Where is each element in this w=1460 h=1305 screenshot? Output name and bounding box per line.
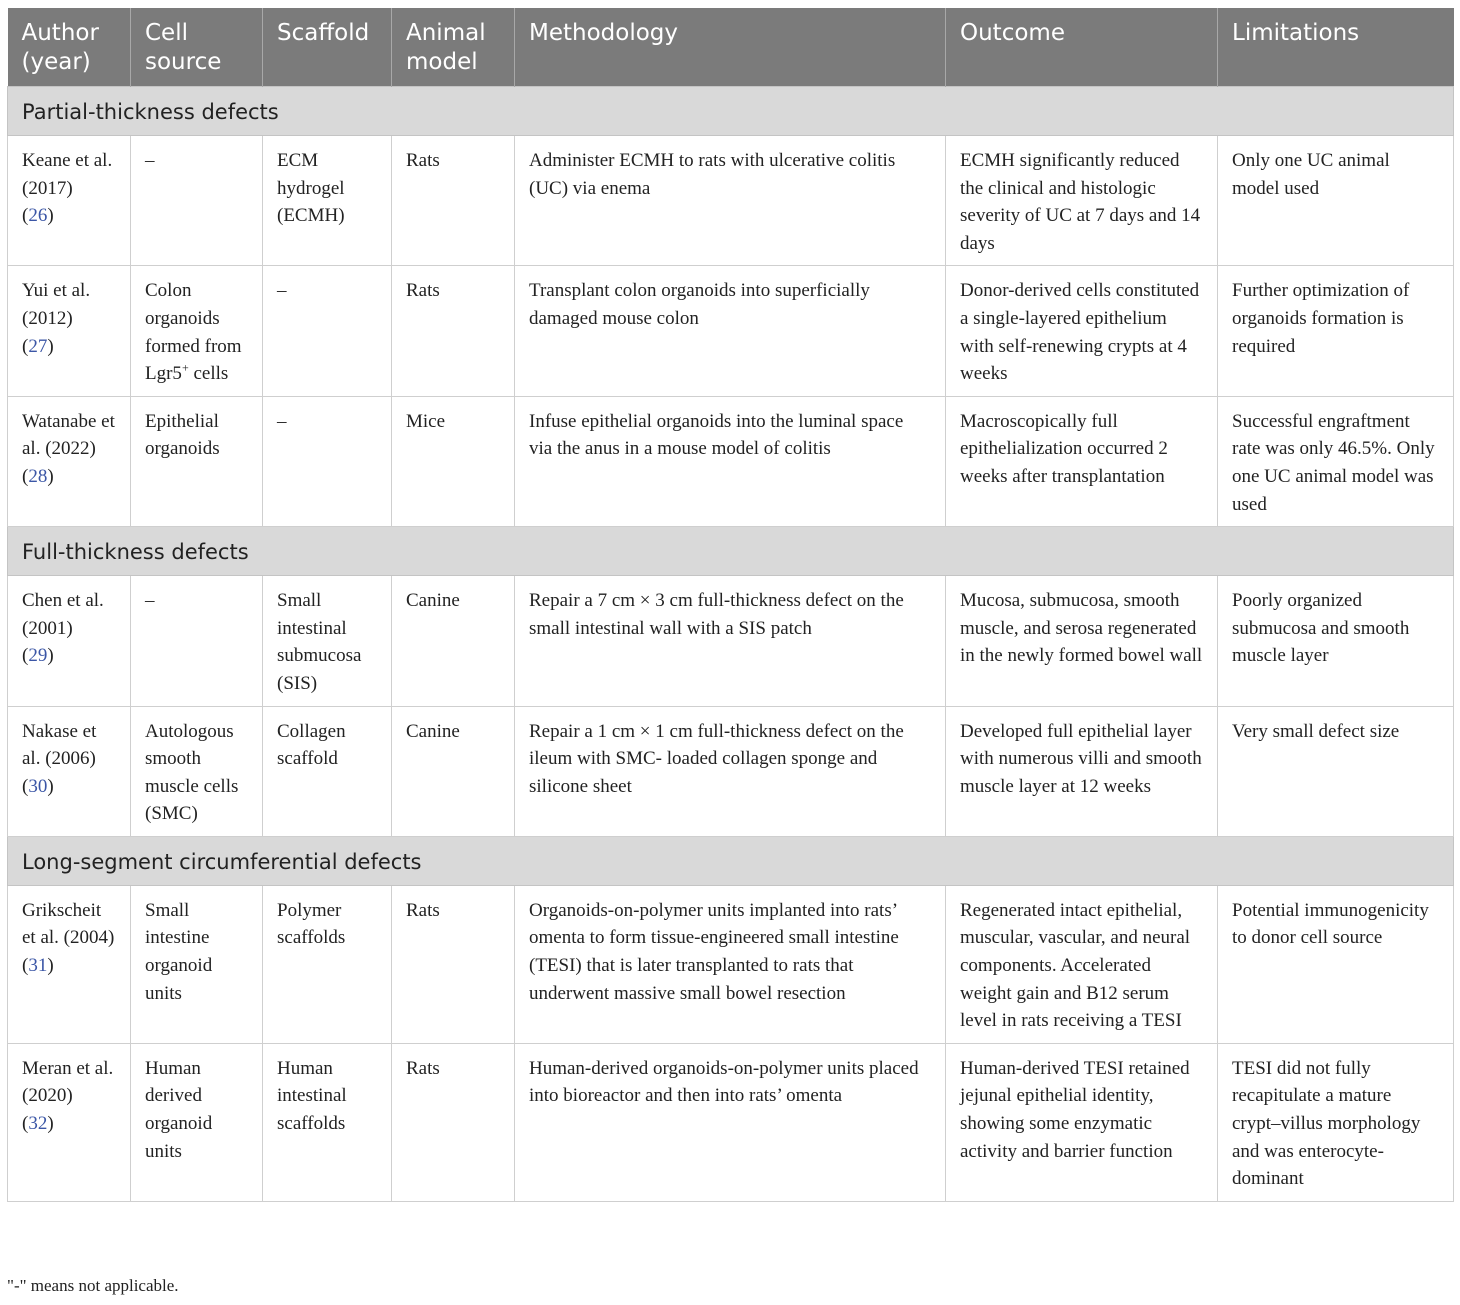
table-row <box>8 576 1454 706</box>
author-name: Nakase et al. (2006) <box>22 720 97 770</box>
cell-source-cell: Human derived organoid units <box>131 1043 263 1201</box>
outcome-cell: Human-derived TESI retained jejunal epithelial identity, showing some enzymatic activity and barrier function <box>946 1043 1218 1201</box>
outcome-cell: Macroscopically full epithelialization occurred 2 weeks after transplantation <box>946 396 1218 526</box>
author-name: Watanabe et al. (2022) <box>22 410 115 460</box>
cell-source-cell: Epithelial organoids <box>131 396 263 526</box>
header-row <box>8 8 1454 87</box>
methodology-cell: Organoids-on-polymer units implanted into rats’ omenta to form tissue-engineered small intestine (TESI) that is later transplanted to rats that underwent massive small bowel resection <box>515 885 946 1043</box>
cell-source-cell: Small intestine organoid units <box>131 885 263 1043</box>
author-name: Meran et al. (2020) <box>22 1057 114 1107</box>
outcome-cell: Mucosa, submucosa, smooth muscle, and serosa regenerated in the newly formed bowel wall <box>946 576 1218 706</box>
limitations-cell: Potential immunogenicity to donor cell source <box>1218 885 1454 1043</box>
table-header <box>8 8 1454 87</box>
reference-link[interactable]: 27 <box>28 335 48 357</box>
animal-model-cell: Canine <box>392 706 515 836</box>
col-header-animal-model: Animal model <box>392 8 515 87</box>
author-cell: Keane et al. (2017) (26) <box>8 136 131 266</box>
scaffold-cell: ECM hydrogel (ECMH) <box>263 136 392 266</box>
table-footnote: "-" means not applicable. <box>7 1276 179 1295</box>
scaffold-cell: Small intestinal submucosa (SIS) <box>263 576 392 706</box>
col-header-limitations: Limitations <box>1218 8 1454 87</box>
author-name: Grikscheit et al. (2004) <box>22 899 115 949</box>
table-row <box>8 136 1454 266</box>
methodology-cell: Human-derived organoids-on-polymer units placed into bioreactor and then into rats’ omenta <box>515 1043 946 1201</box>
section-row <box>8 836 1454 885</box>
reference-link[interactable]: 26 <box>28 205 48 227</box>
methodology-cell: Infuse epithelial organoids into the luminal space via the anus in a mouse model of colitis <box>515 396 946 526</box>
col-header-outcome: Outcome <box>946 8 1218 87</box>
methodology-cell: Administer ECMH to rats with ulcerative colitis (UC) via enema <box>515 136 946 266</box>
limitations-cell: Successful engraftment rate was only 46.5%. Only one UC animal model was used <box>1218 396 1454 526</box>
author-cell: Yui et al. (2012) (27) <box>8 266 131 396</box>
author-cell: Watanabe et al. (2022) (28) <box>8 396 131 526</box>
reference-link[interactable]: 31 <box>28 955 48 977</box>
outcome-cell: ECMH significantly reduced the clinical and histologic severity of UC at 7 days and 14 days <box>946 136 1218 266</box>
outcome-cell: Regenerated intact epithelial, muscular, vascular, and neural components. Accelerated weight gain and B12 serum level in rats receiving a TESI <box>946 885 1218 1043</box>
author-name: Yui et al. (2012) <box>22 280 91 329</box>
scaffold-cell: – <box>263 266 392 396</box>
superscript: + <box>181 360 189 375</box>
section-title: Long-segment circumferential defects <box>8 836 1454 885</box>
methodology-cell: Repair a 1 cm × 1 cm full-thickness defect on the ileum with SMC- loaded collagen sponge and silicone sheet <box>515 706 946 836</box>
animal-model-cell: Canine <box>392 576 515 706</box>
author-name: Keane et al. (2017) <box>22 150 113 199</box>
table-body <box>8 87 1454 1202</box>
limitations-cell: Very small defect size <box>1218 706 1454 836</box>
reference-link[interactable]: 32 <box>28 1113 48 1135</box>
author-cell: Meran et al. (2020) (32) <box>8 1043 131 1201</box>
methodology-cell: Transplant colon organoids into superficially damaged mouse colon <box>515 266 946 396</box>
animal-model-cell: Mice <box>392 396 515 526</box>
methodology-cell: Repair a 7 cm × 3 cm full-thickness defect on the small intestinal wall with a SIS patch <box>515 576 946 706</box>
table-row <box>8 396 1454 526</box>
animal-model-cell: Rats <box>392 1043 515 1201</box>
cell-source-text: Colon organoids formed from Lgr5 <box>145 280 242 385</box>
limitations-cell: Poorly organized submucosa and smooth muscle layer <box>1218 576 1454 706</box>
cell-source-cell: Autologous smooth muscle cells (SMC) <box>131 706 263 836</box>
scaffold-cell: Collagen scaffold <box>263 706 392 836</box>
limitations-cell: Further optimization of organoids formation is required <box>1218 266 1454 396</box>
scaffold-cell: – <box>263 396 392 526</box>
table-row <box>8 706 1454 836</box>
table-row <box>8 885 1454 1043</box>
section-title: Partial-thickness defects <box>8 87 1454 136</box>
reference-link[interactable]: 30 <box>28 775 48 797</box>
limitations-cell: TESI did not fully recapitulate a mature crypt–villus morphology and was enterocyte-dominant <box>1218 1043 1454 1201</box>
col-header-scaffold: Scaffold <box>263 8 392 87</box>
limitations-cell: Only one UC animal model used <box>1218 136 1454 266</box>
animal-model-cell: Rats <box>392 885 515 1043</box>
animal-model-cell: Rats <box>392 266 515 396</box>
author-cell: Chen et al. (2001) (29) <box>8 576 131 706</box>
reference-link[interactable]: 28 <box>28 465 48 487</box>
author-cell: Grikscheit et al. (2004) (31) <box>8 885 131 1043</box>
col-header-methodology: Methodology <box>515 8 946 87</box>
col-header-cell-source: Cell source <box>131 8 263 87</box>
outcome-cell: Developed full epithelial layer with numerous villi and smooth muscle layer at 12 weeks <box>946 706 1218 836</box>
author-name: Chen et al. (2001) <box>22 590 104 639</box>
table-row <box>8 1043 1454 1201</box>
cell-source-tail: cells <box>188 363 229 385</box>
section-row <box>8 527 1454 576</box>
author-cell: Nakase et al. (2006) (30) <box>8 706 131 836</box>
scaffold-cell: Human intestinal scaffolds <box>263 1043 392 1201</box>
cell-source-cell: – <box>131 136 263 266</box>
outcome-cell: Donor-derived cells constituted a single-layered epithelium with self-renewing crypts at 4 weeks <box>946 266 1218 396</box>
section-row <box>8 87 1454 136</box>
animal-model-cell: Rats <box>392 136 515 266</box>
scaffold-cell: Polymer scaffolds <box>263 885 392 1043</box>
cell-source-cell <box>131 266 263 396</box>
col-header-author: Author (year) <box>8 8 131 87</box>
table-row <box>8 266 1454 396</box>
section-title: Full-thickness defects <box>8 527 1454 576</box>
cell-source-cell: – <box>131 576 263 706</box>
data-table <box>7 8 1454 1202</box>
reference-link[interactable]: 29 <box>28 645 48 667</box>
